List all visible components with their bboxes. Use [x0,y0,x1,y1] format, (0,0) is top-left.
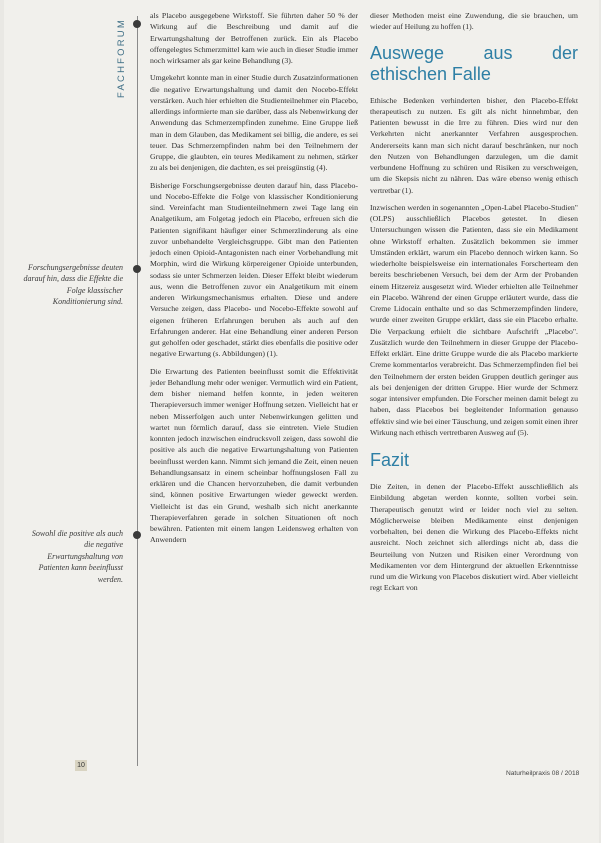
section-heading: Fazit [370,450,410,470]
magazine-page [4,0,599,843]
page-number: 10 [75,760,87,771]
paragraph: dieser Methoden meist eine Zuwendung, die sie brauchen, um wieder auf Heilung zu hoffen (1). [370,11,578,32]
paragraph: Inzwischen werden in sogenannten „Open-Label Placebo-Studien" (OLPS) ausschließlich Placebos getestet. In diesen Untersuchungen wissen die Patienten, dass sie ein Medikament ohne Wirkstoff erhalten. Zusätzlich bekommen sie immer Umständen erklärt, warum ein Placebo dennoch wirken kann. So wiederholte beispielsweise ein internationales Forscherteam den bereits beschriebenen Versuch, bei dem der Arm der Probanden einem Hitzereiz ausgesetzt wird. Wieder erhielten alle Teilnehmer ein Placebo. Während der einen Gruppe erläutert wurde, dass die Creme Lidocain enthalte und so das Schmerzempfinden lindere, wurde einer zweiten Gruppe erklärt, dass sie ein Placebo erhalte. Die Verpackung erhielt die sichtbare Aufschrift „Placebo". Zusätzlich wurde den Teilnehmern in dieser Gruppe der Placebo-Effekt erklärt. Eine dritte Gruppe wurde die als Placebo markierte Creme kommentarlos verabreicht. Das Schmerzempfinden fiel bei den Teilnehmern der ersten beiden Gruppen deutlich geringer aus als bei denjenigen der dritten Gruppe. Hier wurde der Schmerz sogar intensiver empfunden. Die Forscher meinen damit belegt zu haben, dass Placebos bei begleitender Information genauso effektiv sind wie bei einer Täuschung, und zeigen somit einen ihrer Wirkung nach ethisch vertretbaren Ausweg auf (5). [370,202,578,437]
sidenote-expectation: Sowohl die positive als auch die negative Erwartungshaltung von Patienten kann beeinflusst werden. [31,529,123,584]
bullet-dot-2 [133,265,141,273]
section-tab: FACHFORUM [116,18,127,98]
paragraph: Bisherige Forschungsergebnisse deuten darauf hin, dass Placebo- und Nocebo-Effekte die Folge von klassischer Konditionierung sind. Vereinfacht man Studienteilnehmern zwei Tage lang ein Analgetikum, am Folgetag jedoch ein Placebo, erfreuen sich die Patienten signifikant häufiger einer Schmerzlinderung als eine zuvor unbehandelte Vergleichsgruppe. Gibt man den Patienten jedoch einen Opioid-Antagonisten nach einer Vorbehandlung mit Morphin, wird die Wirkung körpereigener Opioide unterbunden, sodass sie unter Schmerzen leiden. Dieser Effekt bleibt wiederum aus, wenn die Betroffenen zuvor ein Analgetikum mit einem anderen Wirkungsmechanismus erhalten. Diese und andere Versuche zeigen, dass Placebo- und Nocebo-Effekte sowohl auf eigenen früheren Erfahrungen beruhen als auch auf den Erfahrungen anderer. Hat eine Behandlung einer anderen Person gut geholfen oder geschadet, stärkt dies ebenfalls die positive oder negative Erwartung (s. Abbildungen) (1). [150,180,358,359]
section-heading: Auswege aus der ethischen Falle [370,42,578,84]
paragraph: Die Zeiten, in denen der Placebo-Effekt ausschließlich als Einbildung abgetan werden konnte, sollten vorbei sein. Therapeutisch genutzt wird er leider noch viel zu selten. Möglicherweise bleiben Medikamente einst denjenigen vorbehalten, bei denen die Wirkung des Placebo-Effekts nicht ausreicht. Noch zeichnet sich allerdings nicht ab, dass die Beurteilung von Nutzen und Risiken einer Verordnung von Medikamenten vor dem Hintergrund der aktuellen Erkenntnisse rund um die Wirkung von Placebos diskutiert wird. Aber vielleicht regt Eckart von [370,482,578,593]
sidenote-conditioning: Forschungsergebnisse deuten darauf hin, dass die Effekte die Folge klassischer Konditionierung sind. [23,263,123,307]
column-middle [150,10,358,552]
paragraph: Ethische Bedenken verhinderten bisher, den Placebo-Effekt therapeutisch zu nutzen. Es gilt als nicht hinnehmbar, den Patienten bewusst in die Irre zu führen. Dies wird nur den Verkehrten nicht anerkannter Verfahren ausgesprochen. Andererseits kann man sich nicht darauf beschränken, nur noch den Nutzen von Behandlungen darzulegen, um die damit verbundene Hoffnung zu schüren und Risiken zu verschweigen, um die Skepsis nicht zu nähren. Das wäre ebenso wenig ethisch vertretbar (1). [370,95,578,195]
column-divider [137,16,138,766]
journal-footer: Naturheilpraxis 08 / 2018 [506,770,580,777]
paragraph: Die Erwartung des Patienten beeinflusst somit die Effektivität jeder Behandlung mehr oder weniger. Vermutlich wird ein Patient, dem bisher niemand helfen konnte, in jeden weiteren Therapieversuch immer weniger Hoffnung setzen. Vielleicht hat er neben Misserfolgen auch unter Nebenwirkungen gelitten und wartet nun förmlich darauf, dass sie eintreten. Viele Studien konnten jedoch inzwischen eindrucksvoll zeigen, dass sowohl die positive als auch die negative Erwartungshaltung von Patienten beeinflusst werden kann. Nimmt sich jemand die Zeit, einen neuen Behandlungsansatz in einem scheinbar hoffnungslosen Fall zu erklären und die Chancen hervorzuheben, die damit verbunden sind, können positive Erwartungen wieder geweckt werden. Vielleicht ist das ein Grund, weshalb sich nicht anerkannte Therapieverfahren gerade in solchen Situationen oft noch bewähren. Patienten mit einem langen Leidensweg erhalten von Anwendern [150,366,358,545]
paragraph: Umgekehrt konnte man in einer Studie durch Zusatzinformationen die negative Erwartungshaltung und damit den Nocebo-Effekt verstärken. Auch hier erhielten die Studienteilnehmer ein Placebo, allerdings informierte man sie darüber, dass als Nebenwirkung der Anwendung das Schmerzempfinden zunehme. Eine Gruppe ließ man in dem Glauben, das Medikament sei billig, die andere, es sei teuer. Das Schmerzempfinden nahm bei den Teilnehmern der Gruppe, die glaubten, ein teures Medikament zu nehmen, stärker zu als bei denjenigen, die dachten, es sei preisgünstig (4). [150,73,358,173]
bullet-dot-3 [133,531,141,539]
bullet-dot-1 [133,20,141,28]
paragraph: als Placebo ausgegebene Wirkstoff. Sie führten daher 50 % der Wirkung auf die Beschreibung und damit auf die Erwartungshaltung der Betroffenen zurück. Ein als Placebo offengelegtes Schmerzmittel kam wie auch in dieser Studie immer noch wirksamer als gar keine Behandlung (3). [150,11,358,65]
column-right [370,10,578,600]
